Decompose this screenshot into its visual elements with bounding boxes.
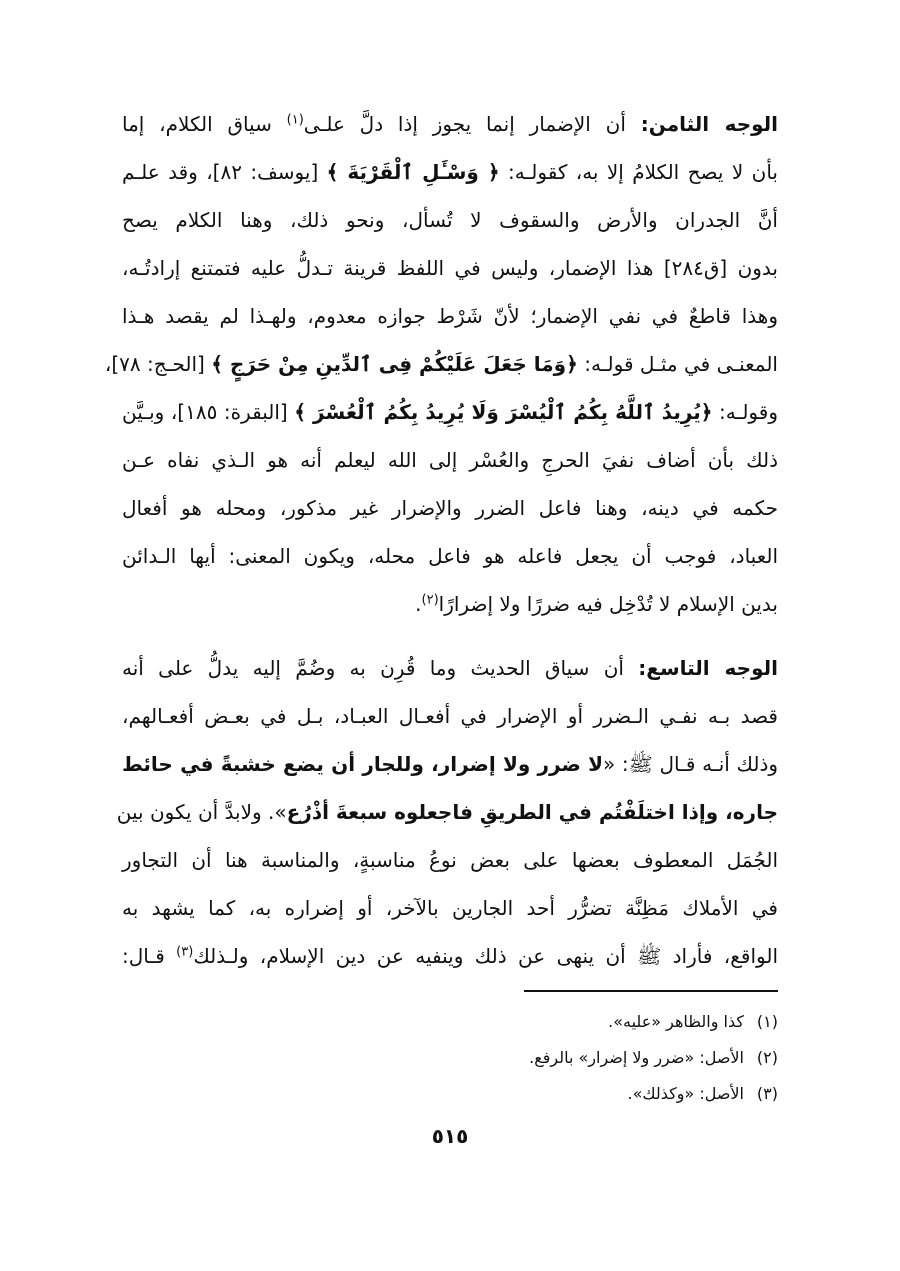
text-line: المعنـى في مثـل قولـه: ﴿وَمَا جَعَلَ عَلَيْكُمْ فِى ٱلدِّينِ مِنْ حَرَجٍ ﴾ [الحـج: ٧٨]، xyxy=(104,352,778,376)
section-heading: الوجه الثامن: xyxy=(640,112,779,136)
footnote-text: الأصل: «وكذلك». xyxy=(627,1084,744,1103)
hadith-text: جاره، وإذا اختلَفْتُم في الطريقِ فاجعلوه سبعةَ أذْرُع xyxy=(286,800,778,824)
footnote-number: (٢) xyxy=(756,1048,778,1067)
footnote-item xyxy=(122,1004,778,1040)
text-line: العباد، فوجب أن يجعل فاعله هو فاعل محله، ويكون المعنى: أيها الـدائن xyxy=(122,544,778,568)
footnotes xyxy=(122,1004,778,1112)
footnote-ref: (١) xyxy=(286,112,304,128)
text-line: الجُمَل المعطوف بعضها على بعض نوعُ مناسبةٍ، والمناسبة هنا أن التجاور xyxy=(122,848,778,872)
text-line: الواقع، فأراد ﷺ أن ينهى عن ذلك وينفيه عن دين الإسلام، ولـذلك$^{(٣)}$ قـال: xyxy=(122,944,778,968)
page-number: ٥١٥ xyxy=(431,1124,469,1148)
footnote-text: الأصل: «ضرر ولا إضرار» بالرفع. xyxy=(529,1048,744,1067)
hadith-text: لا ضرر ولا إضرار، وللجار أن يضع خشبةً في حائط xyxy=(122,752,603,776)
paragraph-wajh-8 xyxy=(104,100,779,628)
text-line: ذلك بأن أضاف نفيَ الحرجِ والعُسْر إلى الله ليعلم أنه هو الـذي نفاه عـن xyxy=(122,448,778,472)
quran-verse: ﴿وَمَا جَعَلَ عَلَيْكُمْ فِى ٱلدِّينِ مِنْ حَرَجٍ ﴾ xyxy=(211,352,578,376)
text-line: الوجه الثامن: أن الإضمار إنما يجوز إذا دلَّ علـى$^{(١)}$ سياق الكلام، إما xyxy=(122,112,779,136)
footnote-item xyxy=(122,1040,778,1076)
text-line: وقولـه: ﴿يُرِيدُ ٱللَّهُ بِكُمُ ٱلْيُسْرَ وَلَا يُرِيدُ بِكُمُ ٱلْعُسْرَ ﴾ [البقرة: ١٨٥]، وبـيَّن xyxy=(122,400,778,424)
quran-verse: ﴿ وَسْـَٔلِ ٱلْقَرْيَةَ ﴾ xyxy=(326,160,500,184)
text-line: في الأملاك مَظِنَّة تضرُّر أحد الجارين بالآخر، أو إضراره به، كما يشهد به xyxy=(122,896,778,920)
text-line: الوجه التاسع: أن سياق الحديث وما قُرِن به وضُمَّ إليه يدلُّ على أنه xyxy=(122,656,779,680)
footnote-number: (٣) xyxy=(756,1084,778,1103)
text-line: حكمه في دينه، وهنا فاعل الضرر والإضرار غير مذكور، ومحله هو أفعال xyxy=(122,496,778,520)
section-heading: الوجه التاسع: xyxy=(638,656,779,680)
text-line: بدون [ق٢٨٤] هذا الإضمار، وليس في اللفظ قرينة تـدلُّ عليه فتمتنع إرادتُـه، xyxy=(122,256,778,280)
footnote-number: (١) xyxy=(756,1012,778,1031)
main-text xyxy=(104,100,779,980)
quran-verse: ﴿يُرِيدُ ٱللَّهُ بِكُمُ ٱلْيُسْرَ وَلَا يُرِيدُ بِكُمُ ٱلْعُسْرَ ﴾ xyxy=(294,400,713,424)
text-line: بدين الإسلام لا تُدْخِل فيه ضررًا ولا إضرارًا$^{(٢)}$. xyxy=(415,592,778,616)
footnote-ref: (٢) xyxy=(421,592,439,608)
footnote-ref: (٣) xyxy=(176,944,194,960)
text-line: بأن لا يصح الكلامُ إلا به، كقولـه: ﴿ وَسْـَٔلِ ٱلْقَرْيَةَ ﴾ [يوسف: ٨٢]، وقد علـم xyxy=(122,160,778,184)
text-line: قصد بـه نفـي الـضرر أو الإضرار في أفعـال العبـاد، بـل في بعـض أفعـالهم، xyxy=(122,704,778,728)
text-line: أنَّ الجدران والأرض والسقوف لا تُسأل، ونحو ذلك، وهنا الكلام يصح xyxy=(122,208,778,232)
paragraph-wajh-9 xyxy=(116,644,779,980)
footnote-item xyxy=(122,1076,778,1112)
text-line: وذلك أنـه قـال ﷺ: «لا ضرر ولا إضرار، وللجار أن يضع خشبةً في حائط xyxy=(122,752,779,776)
footnote-separator xyxy=(524,990,778,992)
footnote-text: كذا والظاهر «عليه». xyxy=(608,1012,744,1031)
text-line: وهذا قاطعٌ في نفي الإضمار؛ لأنّ شَرْط جوازه معدوم، ولهـذا لم يقصد هـذا xyxy=(122,304,778,328)
text-line: جاره، وإذا اختلَفْتُم في الطريقِ فاجعلوه سبعةَ أذْرُع». ولابدَّ أن يكون بين xyxy=(116,800,778,824)
